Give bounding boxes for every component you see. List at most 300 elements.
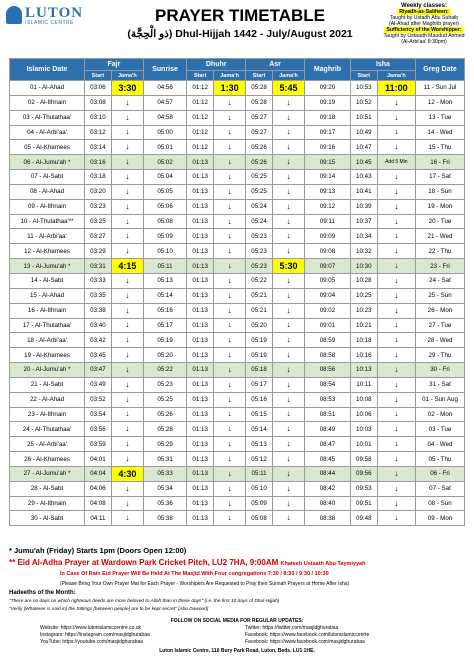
table-row (10, 125, 465, 140)
table-row (10, 214, 465, 229)
eid-note (9, 558, 365, 567)
cell-fj: ↓ (111, 110, 143, 125)
cell-aj: ↓ (272, 511, 304, 526)
cell-d: 11 - Al-Arbi'aa' (10, 229, 85, 244)
cell-g: 26 - Mon (416, 303, 465, 318)
cell-is: 10:23 (350, 303, 377, 318)
cell-ds: 01:13 (187, 377, 214, 392)
cell-sr: 05:31 (143, 452, 186, 467)
cell-sr: 05:16 (143, 303, 186, 318)
cell-m: 08:38 (305, 511, 351, 526)
table-row (10, 81, 465, 96)
cell-m: 08:49 (305, 422, 351, 437)
cell-ds: 01:13 (187, 288, 214, 303)
col-greg-date: Greg Date (416, 59, 465, 81)
cell-ij: ↓ (377, 333, 415, 348)
cell-g: 09 - Mon (416, 511, 465, 526)
cell-as: 05:23 (246, 244, 273, 259)
cell-as: 05:09 (246, 496, 273, 511)
cell-dj: ↓ (214, 273, 246, 288)
weekly-class-2: Sufficiency of the Worshipper: (386, 27, 462, 33)
cell-ds: 01:13 (187, 392, 214, 407)
cell-g: 05 - Thu (416, 452, 465, 467)
cell-ds: 01:13 (187, 363, 214, 378)
cell-dj: ↓ (214, 229, 246, 244)
cell-ij: ↓ (377, 95, 415, 110)
cell-fj: ↓ (111, 140, 143, 155)
cell-ds: 01:12 (187, 110, 214, 125)
cell-aj: ↓ (272, 288, 304, 303)
page-subtitle: (ذو الْحِجَّة) Dhul-Hijjah 1442 - July/August 2021 (127, 28, 353, 40)
cell-fs: 03:10 (85, 110, 112, 125)
cell-m: 09:07 (305, 259, 351, 274)
cell-fs: 03:23 (85, 199, 112, 214)
cell-ij: 11:00 (377, 81, 415, 96)
cell-ij: ↓ (377, 511, 415, 526)
hadeeth-2: "Verily [Whatever is said in] the Sittings [between people] are to be kept secret" [Abu Dawood] (9, 607, 209, 612)
cell-is: 10:51 (350, 110, 377, 125)
cell-g: 08 - Sun (416, 496, 465, 511)
cell-is: 10:37 (350, 214, 377, 229)
cell-as: 05:22 (246, 273, 273, 288)
cell-is: 10:11 (350, 377, 377, 392)
cell-g: 19 - Mon (416, 199, 465, 214)
cell-ds: 01:13 (187, 466, 214, 481)
cell-ij: ↓ (377, 214, 415, 229)
table-row (10, 437, 465, 452)
cell-m: 09:12 (305, 199, 351, 214)
cell-aj: ↓ (272, 422, 304, 437)
cell-sr: 04:56 (143, 81, 186, 96)
cell-fs: 03:45 (85, 348, 112, 363)
cell-m: 09:15 (305, 155, 351, 170)
cell-as: 05:27 (246, 125, 273, 140)
cell-fj: ↓ (111, 348, 143, 363)
cell-fs: 03:38 (85, 303, 112, 318)
table-row (10, 511, 465, 526)
cell-dj: ↓ (214, 452, 246, 467)
weekly-class-1: Riyadh-as-Saliheen: (399, 9, 449, 15)
cell-ij: ↓ (377, 259, 415, 274)
cell-is: 10:53 (350, 81, 377, 96)
cell-dj: ↓ (214, 496, 246, 511)
cell-d: 14 - Al-Sabt (10, 273, 85, 288)
col-isha: Isha (350, 59, 415, 71)
cell-ij: Add 5 Min (377, 155, 415, 170)
mosque-dome-icon (6, 6, 22, 24)
cell-is: 10:25 (350, 288, 377, 303)
cell-fj: ↓ (111, 273, 143, 288)
cell-fj: ↓ (111, 333, 143, 348)
cell-g: 02 - Mon (416, 407, 465, 422)
fajr-start-header: Start (85, 71, 112, 81)
cell-ds: 01:13 (187, 407, 214, 422)
cell-dj: ↓ (214, 511, 246, 526)
cell-m: 09:20 (305, 81, 351, 96)
table-row (10, 303, 465, 318)
cell-ds: 01:13 (187, 303, 214, 318)
cell-fs: 04:01 (85, 452, 112, 467)
cell-d: 12 - Al-Khamees (10, 244, 85, 259)
table-row (10, 140, 465, 155)
cell-fj: ↓ (111, 318, 143, 333)
cell-d: 17 - Al-Thulathaa' (10, 318, 85, 333)
cell-g: 14 - Wed (416, 125, 465, 140)
weekly-class-2-teacher: Taught by Ustaadh Maudud Ahmed (383, 33, 465, 39)
cell-g: 31 - Sat (416, 377, 465, 392)
cell-g: 07 - Sat (416, 481, 465, 496)
cell-fs: 03:29 (85, 244, 112, 259)
cell-fs: 03:12 (85, 125, 112, 140)
cell-fs: 03:14 (85, 140, 112, 155)
cell-sr: 05:13 (143, 273, 186, 288)
cell-sr: 05:10 (143, 244, 186, 259)
cell-as: 05:24 (246, 214, 273, 229)
cell-d: 07 - Al-Sabt (10, 170, 85, 185)
cell-g: 28 - Wed (416, 333, 465, 348)
cell-ds: 01:13 (187, 496, 214, 511)
cell-m: 09:09 (305, 229, 351, 244)
cell-ds: 01:13 (187, 333, 214, 348)
cell-fj: ↓ (111, 125, 143, 140)
cell-is: 10:47 (350, 140, 377, 155)
twitter-link[interactable]: Twitter: https://twitter.com/masjidghurabaa (245, 625, 339, 631)
cell-ds: 01:12 (187, 125, 214, 140)
cell-as: 05:27 (246, 110, 273, 125)
cell-d: 01 - Al-Ahad (10, 81, 85, 96)
cell-g: 01 - Sun Aug (416, 392, 465, 407)
col-fajr: Fajr (85, 59, 144, 71)
asr-jamaah-header: Jama'h (272, 71, 304, 81)
cell-m: 09:16 (305, 140, 351, 155)
cell-d: 13 - Al-Jumu'ah * (10, 259, 85, 274)
cell-g: 21 - Wed (416, 229, 465, 244)
cell-dj: ↓ (214, 481, 246, 496)
cell-ij: ↓ (377, 244, 415, 259)
cell-sr: 05:09 (143, 229, 186, 244)
cell-aj: ↓ (272, 363, 304, 378)
cell-fj: ↓ (111, 244, 143, 259)
cell-dj: ↓ (214, 155, 246, 170)
cell-fj: ↓ (111, 496, 143, 511)
cell-d: 22 - Al-Ahad (10, 392, 85, 407)
cell-sr: 05:36 (143, 496, 186, 511)
cell-dj: ↓ (214, 422, 246, 437)
cell-sr: 05:17 (143, 318, 186, 333)
mat-note: (Please Bring Your Own Prayer Mat for Each Prayer - Worshipers Are Requested to Pray their Sunnah Prayers at Home After Isha) (60, 581, 350, 587)
jumuah-note: * Jumu'ah (Friday) Starts 1pm (Doors Open 12:00) (9, 546, 187, 555)
cell-fj: ↓ (111, 229, 143, 244)
cell-aj: 5:45 (272, 81, 304, 96)
cell-is: 10:45 (350, 155, 377, 170)
cell-as: 05:20 (246, 318, 273, 333)
table-row (10, 392, 465, 407)
cell-fs: 03:20 (85, 184, 112, 199)
cell-is: 10:39 (350, 199, 377, 214)
cell-fj: 4:15 (111, 259, 143, 274)
cell-m: 08:44 (305, 466, 351, 481)
cell-aj: ↓ (272, 244, 304, 259)
table-row (10, 496, 465, 511)
cell-d: 28 - Al-Sabt (10, 481, 85, 496)
cell-is: 10:18 (350, 333, 377, 348)
cell-fj: 3:30 (111, 81, 143, 96)
website-link[interactable]: Website: https://www.lutonislamiccentre.co.uk (40, 625, 142, 631)
cell-fj: ↓ (111, 184, 143, 199)
cell-ds: 01:12 (187, 95, 214, 110)
cell-fs: 03:06 (85, 81, 112, 96)
table-row (10, 110, 465, 125)
cell-fj: ↓ (111, 392, 143, 407)
cell-ds: 01:13 (187, 437, 214, 452)
cell-g: 20 - Tue (416, 214, 465, 229)
cell-d: 15 - Al-Ahad (10, 288, 85, 303)
youtube-link[interactable]: YouTube: https://youtube.com/masjidghurabaa (40, 639, 144, 645)
weekly-class-2-time: (Al-Arbi'aa' 8:30pm) (401, 39, 447, 45)
cell-d: 02 - Al-Ithnain (10, 95, 85, 110)
asr-start-header: Start (246, 71, 273, 81)
cell-d: 23 - Al-Ithnain (10, 407, 85, 422)
cell-fs: 03:40 (85, 318, 112, 333)
cell-sr: 05:19 (143, 333, 186, 348)
cell-aj: ↓ (272, 303, 304, 318)
cell-dj: ↓ (214, 214, 246, 229)
cell-fs: 04:08 (85, 496, 112, 511)
cell-as: 05:26 (246, 140, 273, 155)
cell-sr: 05:22 (143, 363, 186, 378)
cell-fj: ↓ (111, 95, 143, 110)
table-row (10, 244, 465, 259)
cell-g: 12 - Mon (416, 95, 465, 110)
table-row (10, 155, 465, 170)
cell-fs: 03:08 (85, 95, 112, 110)
cell-ij: ↓ (377, 273, 415, 288)
cell-ij: ↓ (377, 170, 415, 185)
isha-jamaah-header: Jama'h (377, 71, 415, 81)
instagram-link[interactable]: Instagram: https://instagram.com/masjidghurabaa (40, 632, 150, 638)
cell-as: 05:24 (246, 199, 273, 214)
cell-d: 04 - Al-Arbi'aa' (10, 125, 85, 140)
logo-sub: ISLAMIC CENTRE (25, 20, 74, 26)
cell-aj: ↓ (272, 125, 304, 140)
cell-as: 05:21 (246, 303, 273, 318)
cell-g: 30 - Fri (416, 363, 465, 378)
table-row (10, 95, 465, 110)
cell-is: 10:30 (350, 259, 377, 274)
table-row (10, 273, 465, 288)
table-row (10, 333, 465, 348)
cell-d: 30 - Al-Sabt (10, 511, 85, 526)
eid-khateeb: Khateeb Ustaath Abu Taymiyyah (280, 561, 366, 567)
cell-ij: ↓ (377, 318, 415, 333)
cell-sr: 04:57 (143, 95, 186, 110)
cell-m: 08:45 (305, 452, 351, 467)
cell-ij: ↓ (377, 125, 415, 140)
cell-fs: 03:18 (85, 170, 112, 185)
cell-dj: ↓ (214, 377, 246, 392)
cell-d: 18 - Al-Arbi'aa' (10, 333, 85, 348)
cell-aj: 5:30 (272, 259, 304, 274)
cell-aj: ↓ (272, 452, 304, 467)
cell-g: 13 - Tue (416, 110, 465, 125)
cell-fs: 03:42 (85, 333, 112, 348)
cell-is: 10:13 (350, 363, 377, 378)
cell-is: 10:21 (350, 318, 377, 333)
cell-as: 05:19 (246, 348, 273, 363)
table-row (10, 481, 465, 496)
cell-ij: ↓ (377, 496, 415, 511)
cell-dj: ↓ (214, 407, 246, 422)
cell-ds: 01:13 (187, 511, 214, 526)
cell-g: 17 - Sat (416, 170, 465, 185)
cell-fs: 03:56 (85, 422, 112, 437)
cell-as: 05:11 (246, 466, 273, 481)
cell-ij: ↓ (377, 452, 415, 467)
cell-dj: ↓ (214, 95, 246, 110)
cell-sr: 05:34 (143, 481, 186, 496)
dhuhr-start-header: Start (187, 71, 214, 81)
cell-aj: ↓ (272, 348, 304, 363)
cell-dj: ↓ (214, 140, 246, 155)
cell-dj: 1:30 (214, 81, 246, 96)
cell-d: 21 - Al-Sabt (10, 377, 85, 392)
table-row (10, 363, 465, 378)
cell-d: 19 - Al-Khamees (10, 348, 85, 363)
cell-m: 09:19 (305, 95, 351, 110)
cell-fj: ↓ (111, 377, 143, 392)
cell-ij: ↓ (377, 348, 415, 363)
table-row (10, 288, 465, 303)
table-row (10, 170, 465, 185)
weekly-classes (378, 3, 470, 45)
cell-fs: 03:47 (85, 363, 112, 378)
col-sunrise: Sunrise (143, 59, 186, 81)
cell-as: 05:14 (246, 422, 273, 437)
cell-sr: 05:26 (143, 407, 186, 422)
cell-sr: 05:06 (143, 199, 186, 214)
cell-d: 29 - Al-Ithnain (10, 496, 85, 511)
hadeeth-1: "There are no days on which righteous deeds are more beloved to Allah than in these days" (i.e. the first 10 days of Dhul-Hijjah) (9, 599, 280, 604)
cell-ij: ↓ (377, 392, 415, 407)
cell-sr: 05:08 (143, 214, 186, 229)
facebook-link[interactable]: Facebook: https://www.facebook.com/lutonislamiccentre (245, 632, 370, 638)
cell-ds: 01:13 (187, 259, 214, 274)
cell-m: 09:14 (305, 170, 351, 185)
table-row (10, 259, 465, 274)
cell-dj: ↓ (214, 170, 246, 185)
cell-ds: 01:13 (187, 229, 214, 244)
prayer-timetable (9, 58, 465, 526)
cell-d: 06 - Al-Jumu'ah * (10, 155, 85, 170)
cell-ds: 01:13 (187, 273, 214, 288)
cell-m: 08:56 (305, 363, 351, 378)
cell-fs: 03:16 (85, 155, 112, 170)
cell-as: 05:15 (246, 407, 273, 422)
table-row (10, 377, 465, 392)
cell-ij: ↓ (377, 377, 415, 392)
cell-sr: 05:05 (143, 184, 186, 199)
table-row (10, 466, 465, 481)
cell-aj: ↓ (272, 155, 304, 170)
cell-aj: ↓ (272, 437, 304, 452)
cell-ij: ↓ (377, 466, 415, 481)
cell-aj: ↓ (272, 392, 304, 407)
page-title: PRAYER TIMETABLE (154, 6, 326, 25)
cell-sr: 05:00 (143, 125, 186, 140)
cell-sr: 05:11 (143, 259, 186, 274)
cell-ds: 01:13 (187, 348, 214, 363)
cell-aj: ↓ (272, 140, 304, 155)
table-row (10, 318, 465, 333)
cell-ds: 01:12 (187, 81, 214, 96)
cell-g: 11 - Sun Jul (416, 81, 465, 96)
cell-d: 27 - Al-Jumu'ah * (10, 466, 85, 481)
cell-is: 09:48 (350, 511, 377, 526)
cell-sr: 05:25 (143, 392, 186, 407)
cell-aj: ↓ (272, 110, 304, 125)
cell-is: 10:16 (350, 348, 377, 363)
cell-g: 24 - Sat (416, 273, 465, 288)
cell-dj: ↓ (214, 392, 246, 407)
cell-as: 05:25 (246, 184, 273, 199)
cell-d: 10 - Al-Thulathaa'** (10, 214, 85, 229)
cell-aj: ↓ (272, 496, 304, 511)
col-dhuhr: Dhuhr (187, 59, 246, 71)
cell-fj: 4:30 (111, 466, 143, 481)
cell-g: 18 - Sun (416, 184, 465, 199)
cell-aj: ↓ (272, 170, 304, 185)
cell-fj: ↓ (111, 452, 143, 467)
cell-dj: ↓ (214, 184, 246, 199)
cell-dj: ↓ (214, 259, 246, 274)
cell-aj: ↓ (272, 481, 304, 496)
cell-is: 10:03 (350, 422, 377, 437)
centre-address: Luton Islamic Centre, 116 Bury Park Road, Luton, Beds. LU1 1HE. (159, 648, 315, 654)
cell-m: 08:58 (305, 348, 351, 363)
table-row (10, 184, 465, 199)
header (0, 0, 474, 58)
table-row (10, 199, 465, 214)
cell-m: 09:05 (305, 273, 351, 288)
cell-dj: ↓ (214, 333, 246, 348)
cell-as: 05:12 (246, 452, 273, 467)
cell-d: 03 - Al-Thulathaa' (10, 110, 85, 125)
cell-sr: 05:01 (143, 140, 186, 155)
weekly-title: Weekly classes: (401, 3, 447, 9)
col-maghrib: Maghrib (305, 59, 351, 81)
cell-fj: ↓ (111, 199, 143, 214)
cell-g: 25 - Sun (416, 288, 465, 303)
cell-m: 09:08 (305, 244, 351, 259)
cell-aj: ↓ (272, 199, 304, 214)
cell-m: 08:42 (305, 481, 351, 496)
weekly-class-1-teacher: Taught by Ustadh Abu Suhaib (389, 15, 459, 21)
cell-m: 09:02 (305, 303, 351, 318)
cell-aj: ↓ (272, 229, 304, 244)
cell-is: 10:28 (350, 273, 377, 288)
cell-is: 10:34 (350, 229, 377, 244)
cell-is: 10:49 (350, 125, 377, 140)
cell-m: 08:53 (305, 392, 351, 407)
cell-as: 05:10 (246, 481, 273, 496)
cell-ds: 01:13 (187, 481, 214, 496)
cell-fj: ↓ (111, 214, 143, 229)
eid-text: ** Eid Al-Adha Prayer at Wardown Park Cricket Pitch, LU2 7HA, 9:00AM (9, 558, 279, 567)
cell-d: 08 - Al-Ahad (10, 184, 85, 199)
cell-d: 09 - Al-Ithnain (10, 199, 85, 214)
facebook2-link[interactable]: Facebook: https://www.facebook.com/masjidghurabaa (245, 639, 365, 645)
cell-g: 16 - Fri (416, 155, 465, 170)
